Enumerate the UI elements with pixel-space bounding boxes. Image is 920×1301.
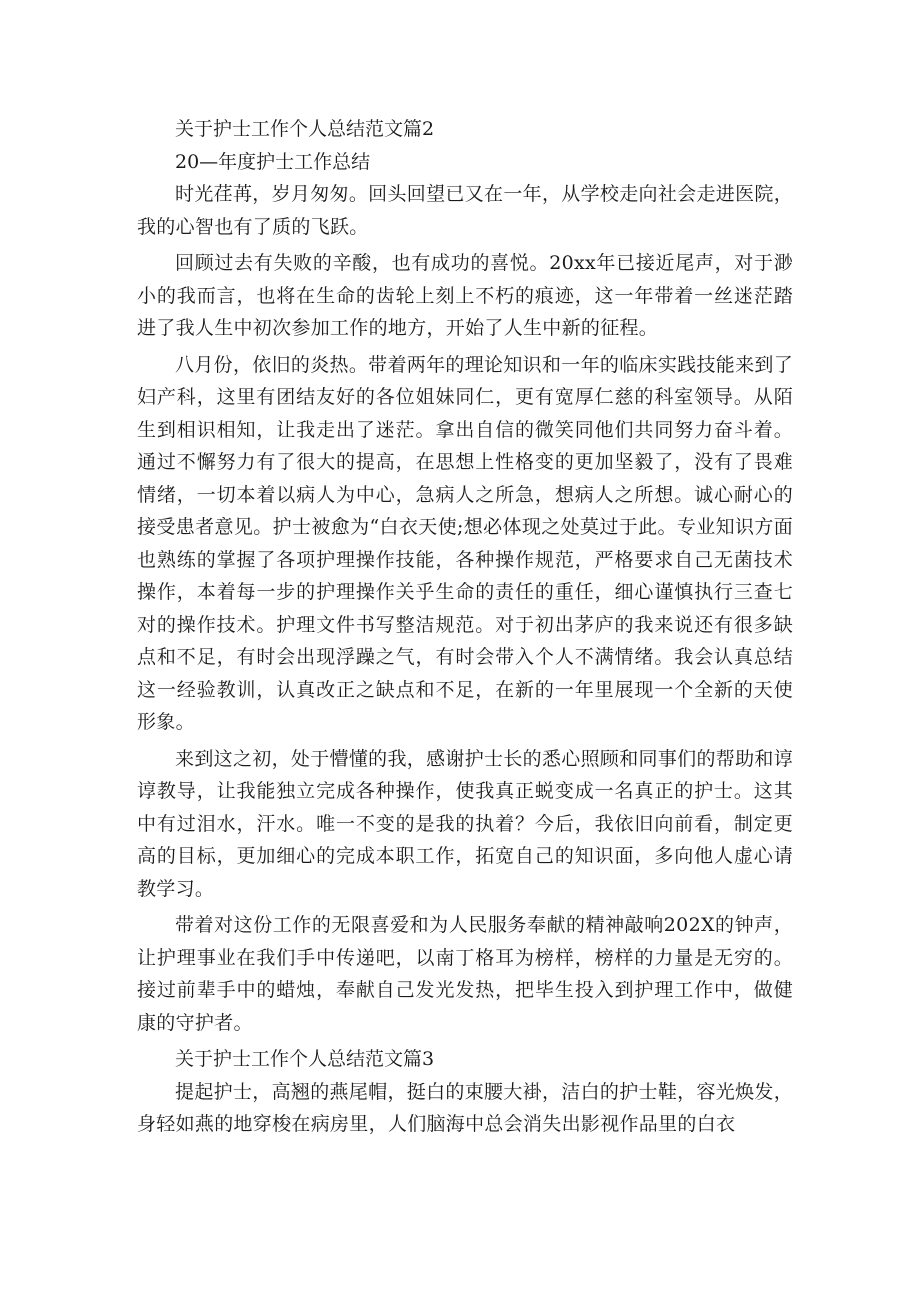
paragraph-6: 提起护士，高翘的燕尾帽，挺白的束腰大褂，洁白的护士鞋，容光焕发，身轻如燕的地穿梭在病房里，人们脑海中总会消失出影视作品里的白衣 xyxy=(137,1080,793,1135)
section-title-2: 关于护士工作个人总结范文篇2 xyxy=(175,118,435,140)
paragraph-2: 回顾过去有失败的辛酸，也有成功的喜悦。20xx年已接近尾声，对于渺小的我而言，也将在生命的齿轮上刻上不朽的痕迹，这一年带着一丝迷茫踏进了我人生中初次参加工作的地方，开始了人生中新的征程。 xyxy=(137,252,793,339)
section-subtitle-2: 20—年度护士工作总结 xyxy=(175,150,371,173)
paragraph-5: 带着对这份工作的无限喜爱和为人民服务奉献的精神敲响202X的钟声，让护理事业在我们手中传递吧，以南丁格耳为榜样，榜样的力量是无穷的。接过前辈手中的蜡烛，奉献自己发光发热，把毕生投入到护理工作中，做健康的守护者。 xyxy=(137,914,793,1034)
document-body xyxy=(137,113,793,1141)
paragraph-1: 时光荏苒，岁月匆匆。回头回望已又在一年，从学校走向社会走进医院，我的心智也有了质的飞跃。 xyxy=(137,183,793,238)
section-title-3: 关于护士工作个人总结范文篇3 xyxy=(175,1048,435,1070)
paragraph-4: 来到这之初，处于懵懂的我，感谢护士长的悉心照顾和同事们的帮助和谆谆教导，让我能独立完成各种操作，使我真正蜕变成一名真正的护士。这其中有过泪水，汗水。唯一不变的是我的执着？今后，我依旧向前看，制定更高的目标，更加细心的完成本职工作，拓宽自己的知识面，多向他人虚心请教学习。 xyxy=(137,747,793,900)
paragraph-3: 八月份，依旧的炎热。带着两年的理论知识和一年的临床实践技能来到了妇产科，这里有团结友好的各位姐妹同仁，更有宽厚仁慈的科室领导。从陌生到相识相知，让我走出了迷茫。拿出自信的微笑同他们共同努力奋斗着。通过不懈努力有了很大的提高，在思想上性格变的更加坚毅了，没有了畏难情绪，一切本着以病人为中心，急病人之所急，想病人之所想。诚心耐心的接受患者意见。护士被愈为“白衣天使;想必体现之处莫过于此。专业知识方面也熟练的掌握了各项护理操作技能，各种操作规范，严格要求自己无菌技术操作，本着每一步的护理操作关乎生命的责任的重任，细心谨慎执行三查七对的操作技术。护理文件书写整洁规范。对于初出茅庐的我来说还有很多缺点和不足，有时会出现浮躁之气，有时会带入个人不满情绪。我会认真总结这一经验教训，认真改正之缺点和不足，在新的一年里展现一个全新的天使形象。 xyxy=(137,353,793,733)
